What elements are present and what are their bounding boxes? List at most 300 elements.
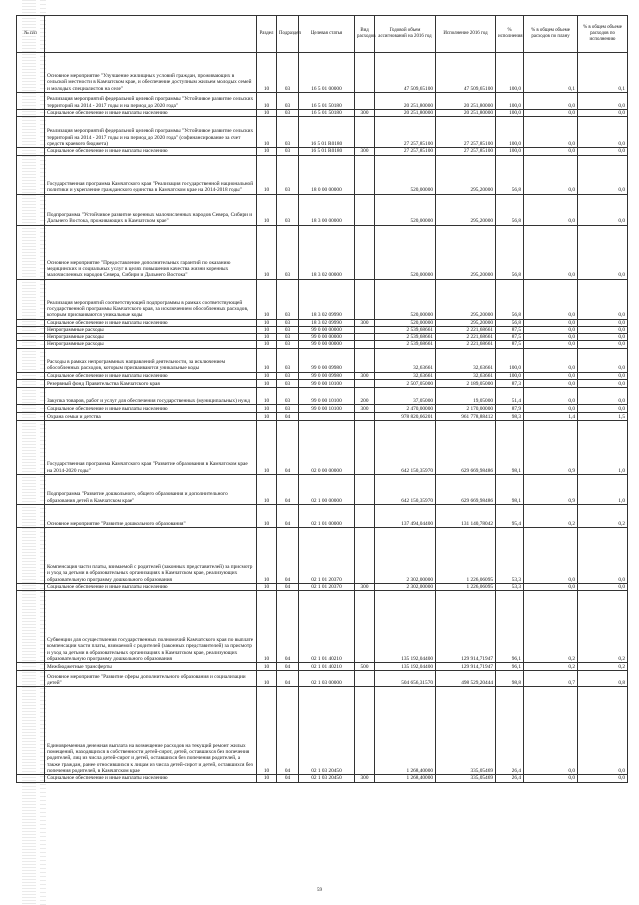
table-row (17, 413, 628, 421)
cell-p1: 0,0 (524, 388, 578, 405)
cell-pct: 56,8 (496, 194, 524, 225)
cell-pct: 53,3 (496, 528, 524, 584)
cell-vid: 300 (355, 405, 375, 413)
cell-num (17, 687, 45, 775)
cell-plan: 1 268,40000 (375, 775, 436, 782)
table-row (17, 194, 628, 225)
cell-sec: 10 (257, 319, 277, 326)
cell-pct: 100,0 (496, 93, 524, 110)
cell-sec: 10 (257, 279, 277, 319)
cell-num (17, 194, 45, 225)
cell-art: 18 3 02 09990 (299, 279, 355, 319)
cell-art: 16 5 01 R0180 (299, 117, 355, 148)
cell-pct: 87,5 (496, 326, 524, 333)
cell-exec: 295,20000 (436, 279, 496, 319)
table-body (17, 53, 628, 783)
cell-p1: 0,0 (524, 348, 578, 372)
cell-exec: 32,63661 (436, 348, 496, 372)
cell-sub: 04 (277, 505, 299, 528)
cell-p1: 0,1 (524, 53, 578, 93)
cell-plan: 2 539,68661 (375, 326, 436, 333)
cell-plan: 32,63661 (375, 372, 436, 379)
cell-sec: 10 (257, 591, 277, 663)
table-row (17, 117, 628, 148)
cell-num (17, 591, 45, 663)
cell-pct: 98,3 (496, 413, 524, 421)
cell-sub: 03 (277, 319, 299, 326)
cell-plan: 1 268,40000 (375, 687, 436, 775)
cell-p2: 0,0 (578, 341, 628, 348)
cell-sub: 03 (277, 388, 299, 405)
cell-sub: 03 (277, 117, 299, 148)
cell-p1: 1,4 (524, 413, 578, 421)
cell-pct: 98,8 (496, 671, 524, 687)
cell-num (17, 405, 45, 413)
cell-art: 02 0 00 00000 (299, 421, 355, 475)
cell-vid (355, 53, 375, 93)
cell-plan: 2 539,68661 (375, 341, 436, 348)
cell-sub: 03 (277, 334, 299, 341)
cell-sec: 10 (257, 505, 277, 528)
cell-p1: 0,0 (524, 155, 578, 194)
cell-p1: 0,9 (524, 421, 578, 475)
cell-p2: 0,0 (578, 348, 628, 372)
table-row (17, 326, 628, 333)
cell-name: Государственная программа Камчатского края "Развитие образования в Камчатском крае на 2014-2020 годы" (45, 421, 257, 475)
cell-art: 02 1 01 40210 (299, 591, 355, 663)
cell-vid: 300 (355, 319, 375, 326)
cell-art: 99 0 00 10100 (299, 380, 355, 388)
cell-sub: 03 (277, 372, 299, 379)
cell-plan: 520,00000 (375, 194, 436, 225)
cell-pct: 53,3 (496, 584, 524, 591)
cell-p1: 0,0 (524, 279, 578, 319)
header-share-exec: % в общем объеме расходов по исполнению (578, 16, 628, 53)
table-row (17, 405, 628, 413)
cell-pct: 26,4 (496, 687, 524, 775)
cell-art: 16 5 01 50180 (299, 110, 355, 117)
cell-exec: 1 226,06095 (436, 584, 496, 591)
cell-p2: 0,0 (578, 388, 628, 405)
cell-p1: 0,0 (524, 334, 578, 341)
cell-name: Основное мероприятие "Предоставление дополнительных гарантий по оказанию медицинских и социальных услуг в целях повышения качества жизни коренных малочисленных народов Севера, Сибири и Дальнего Востока" (45, 225, 257, 279)
cell-sec: 10 (257, 148, 277, 155)
cell-vid: 300 (355, 372, 375, 379)
header-article: Целевая статья (299, 16, 355, 53)
table-header-row (17, 16, 628, 53)
table-row (17, 591, 628, 663)
cell-sec: 10 (257, 334, 277, 341)
cell-p1: 0,0 (524, 687, 578, 775)
cell-exec: 1 226,06095 (436, 528, 496, 584)
table-row (17, 110, 628, 117)
cell-p2: 0,0 (578, 584, 628, 591)
cell-exec: 20 251,80000 (436, 110, 496, 117)
cell-art: 99 0 00 00000 (299, 326, 355, 333)
cell-name: Реализация мероприятий федеральной целевой программы "Устойчивое развитие сельских территорий на 2014 - 2017 годы и на период до 2020 года" (софинансирование за счет средств краевого бюджета) (45, 117, 257, 148)
cell-plan: 642 150,35970 (375, 475, 436, 505)
cell-vid: 200 (355, 388, 375, 405)
cell-sec: 10 (257, 671, 277, 687)
header-section: Раздел (257, 16, 277, 53)
table-row (17, 671, 628, 687)
cell-exec: 20 251,80000 (436, 93, 496, 110)
cell-num (17, 421, 45, 475)
cell-sec: 10 (257, 413, 277, 421)
cell-name: Непрограммные расходы (45, 326, 257, 333)
cell-plan: 978 820,66201 (375, 413, 436, 421)
cell-art: 02 1 01 20370 (299, 528, 355, 584)
cell-art: 16 5 01 R0180 (299, 148, 355, 155)
cell-exec: 27 257,85100 (436, 148, 496, 155)
cell-name: Резервный фонд Правительства Камчатского края (45, 380, 257, 388)
table-row (17, 663, 628, 671)
cell-pct: 100,0 (496, 117, 524, 148)
cell-num (17, 53, 45, 93)
cell-sub: 03 (277, 348, 299, 372)
cell-pct: 56,8 (496, 319, 524, 326)
cell-exec: 2 221,68661 (436, 326, 496, 333)
cell-name: Основное мероприятие "Развитие дошкольного образования" (45, 505, 257, 528)
cell-sec: 10 (257, 53, 277, 93)
cell-sec: 10 (257, 380, 277, 388)
cell-p1: 0,0 (524, 528, 578, 584)
cell-art: 99 0 00 00000 (299, 334, 355, 341)
table-row (17, 319, 628, 326)
cell-sub: 03 (277, 194, 299, 225)
cell-num (17, 155, 45, 194)
cell-p1: 0,0 (524, 326, 578, 333)
cell-name: Основное мероприятие "Улучшение жилищных условий граждан, проживающих в сельской местности в Камчатском крае, и обеспечение доступным жильем молодых семей и молодых специалистов на селе" (45, 53, 257, 93)
cell-p2: 1,5 (578, 413, 628, 421)
cell-exec: 47 509,65100 (436, 53, 496, 93)
cell-num (17, 319, 45, 326)
cell-sec: 10 (257, 388, 277, 405)
cell-sub: 04 (277, 687, 299, 775)
table-row (17, 584, 628, 591)
table-row (17, 475, 628, 505)
cell-p1: 0,0 (524, 110, 578, 117)
header-num: № п/п (17, 16, 45, 53)
cell-num (17, 110, 45, 117)
cell-name: Подпрограмма "Развитие дошкольного, общего образования и дополнительного образования детей в Камчатском крае" (45, 475, 257, 505)
cell-vid (355, 671, 375, 687)
cell-plan: 37,05000 (375, 388, 436, 405)
cell-name: Охрана семьи и детства (45, 413, 257, 421)
cell-p2: 0,2 (578, 663, 628, 671)
cell-num (17, 334, 45, 341)
cell-exec: 131 140,78042 (436, 505, 496, 528)
header-share-plan: % в общем объеме расходов по плану (524, 16, 578, 53)
cell-sub: 03 (277, 93, 299, 110)
cell-sec: 10 (257, 117, 277, 148)
cell-num (17, 93, 45, 110)
cell-p1: 0,0 (524, 341, 578, 348)
cell-num (17, 413, 45, 421)
cell-pct: 100,0 (496, 372, 524, 379)
cell-vid: 300 (355, 110, 375, 117)
cell-sub: 04 (277, 421, 299, 475)
cell-vid (355, 117, 375, 148)
cell-plan: 137 494,04400 (375, 505, 436, 528)
cell-num (17, 528, 45, 584)
table-row (17, 380, 628, 388)
cell-p1: 0,0 (524, 319, 578, 326)
cell-art (299, 413, 355, 421)
cell-sub: 03 (277, 405, 299, 413)
cell-p2: 0,0 (578, 775, 628, 782)
cell-num (17, 326, 45, 333)
cell-num (17, 348, 45, 372)
cell-name: Социальное обеспечение и иные выплаты населению (45, 775, 257, 782)
cell-art: 02 1 03 20450 (299, 687, 355, 775)
cell-p2: 0,0 (578, 319, 628, 326)
cell-art: 18 3 00 00000 (299, 194, 355, 225)
cell-sub: 04 (277, 413, 299, 421)
cell-sec: 10 (257, 528, 277, 584)
cell-sec: 10 (257, 775, 277, 782)
cell-sub: 03 (277, 279, 299, 319)
cell-sec: 10 (257, 93, 277, 110)
cell-p2: 0,0 (578, 405, 628, 413)
cell-sub: 03 (277, 148, 299, 155)
cell-p1: 0,0 (524, 194, 578, 225)
cell-exec: 2 221,68661 (436, 341, 496, 348)
cell-pct: 51,4 (496, 388, 524, 405)
header-plan: Годовой объем ассигнований на 2016 год (375, 16, 436, 53)
cell-num (17, 279, 45, 319)
cell-sec: 10 (257, 372, 277, 379)
cell-sub: 03 (277, 225, 299, 279)
cell-pct: 26,4 (496, 775, 524, 782)
table-row (17, 388, 628, 405)
cell-name: Компенсация части платы, взимаемой с родителей (законных представителей) за присмотр и уход за детьми в образовательных организациях в Камчатском крае, реализующих образовательную программу дошкольного образования (45, 528, 257, 584)
cell-p1: 0,9 (524, 475, 578, 505)
cell-p2: 0,2 (578, 591, 628, 663)
cell-sec: 10 (257, 194, 277, 225)
cell-p1: 0,7 (524, 671, 578, 687)
cell-exec: 629 669,98486 (436, 475, 496, 505)
cell-pct: 100,0 (496, 53, 524, 93)
cell-pct: 56,8 (496, 225, 524, 279)
cell-vid (355, 380, 375, 388)
cell-vid: 500 (355, 663, 375, 671)
cell-exec: 335,05469 (436, 775, 496, 782)
cell-p1: 0,0 (524, 380, 578, 388)
cell-p2: 0,0 (578, 334, 628, 341)
cell-sec: 10 (257, 405, 277, 413)
cell-pct: 96,1 (496, 591, 524, 663)
cell-sec: 10 (257, 663, 277, 671)
cell-p2: 0,0 (578, 110, 628, 117)
cell-name: Социальное обеспечение и иные выплаты населению (45, 110, 257, 117)
cell-num (17, 505, 45, 528)
cell-pct: 98,1 (496, 421, 524, 475)
cell-exec: 335,05469 (436, 687, 496, 775)
cell-art: 99 0 00 09980 (299, 372, 355, 379)
cell-pct: 87,5 (496, 334, 524, 341)
table-row (17, 93, 628, 110)
table-row (17, 775, 628, 782)
cell-exec: 2 170,00000 (436, 405, 496, 413)
cell-vid (355, 326, 375, 333)
cell-p1: 0,0 (524, 775, 578, 782)
cell-sec: 10 (257, 326, 277, 333)
cell-num (17, 225, 45, 279)
cell-art: 16 5 01 00000 (299, 53, 355, 93)
cell-sec: 10 (257, 687, 277, 775)
cell-sub: 04 (277, 671, 299, 687)
cell-vid (355, 194, 375, 225)
cell-name: Непрограммные расходы (45, 341, 257, 348)
cell-p1: 0,0 (524, 405, 578, 413)
cell-vid: 300 (355, 584, 375, 591)
table-row (17, 334, 628, 341)
cell-p2: 0,0 (578, 148, 628, 155)
cell-num (17, 117, 45, 148)
cell-vid (355, 421, 375, 475)
cell-name: Подпрограмма "Устойчивое развитие коренных малочисленных народов Севера, Сибири и Дальнего Востока, проживающих в Камчатском крае" (45, 194, 257, 225)
cell-sec: 10 (257, 475, 277, 505)
cell-plan: 2 507,05000 (375, 380, 436, 388)
cell-p2: 0,0 (578, 279, 628, 319)
cell-sec: 10 (257, 110, 277, 117)
budget-table (16, 15, 628, 783)
cell-p2: 0,0 (578, 93, 628, 110)
cell-vid (355, 348, 375, 372)
cell-sub: 03 (277, 53, 299, 93)
cell-pct: 100,0 (496, 348, 524, 372)
cell-num (17, 388, 45, 405)
cell-plan: 32,63661 (375, 348, 436, 372)
cell-num (17, 671, 45, 687)
cell-pct: 95,4 (496, 505, 524, 528)
cell-pct: 87,3 (496, 380, 524, 388)
cell-name: Расходы в рамках непрограммных направлений деятельности, за исключением обособленных расходов, которым присваиваются уникальные коды (45, 348, 257, 372)
header-name (45, 16, 257, 53)
cell-pct: 100,0 (496, 148, 524, 155)
cell-num (17, 372, 45, 379)
cell-vid (355, 528, 375, 584)
cell-sub: 04 (277, 475, 299, 505)
cell-pct: 100,0 (496, 110, 524, 117)
cell-vid (355, 687, 375, 775)
cell-p2: 0,0 (578, 372, 628, 379)
cell-sub: 03 (277, 380, 299, 388)
cell-sec: 10 (257, 348, 277, 372)
cell-plan: 2 302,00000 (375, 584, 436, 591)
cell-pct: 87,9 (496, 405, 524, 413)
cell-plan: 520,00000 (375, 319, 436, 326)
cell-p1: 0,0 (524, 93, 578, 110)
cell-pct: 98,1 (496, 475, 524, 505)
cell-p1: 0,0 (524, 372, 578, 379)
cell-p2: 0,0 (578, 687, 628, 775)
table-row (17, 279, 628, 319)
cell-art: 18 3 02 09990 (299, 319, 355, 326)
page-number: 59 (317, 888, 322, 893)
cell-art: 16 5 01 50180 (299, 93, 355, 110)
cell-art: 99 0 00 10100 (299, 405, 355, 413)
cell-sub: 03 (277, 341, 299, 348)
cell-p1: 0,0 (524, 584, 578, 591)
cell-art: 02 1 01 20370 (299, 584, 355, 591)
cell-name: Социальное обеспечение и иные выплаты населению (45, 405, 257, 413)
cell-name: Межбюджетные трансферты (45, 663, 257, 671)
cell-exec: 629 669,98486 (436, 421, 496, 475)
cell-sec: 10 (257, 225, 277, 279)
cell-sub: 04 (277, 663, 299, 671)
cell-sec: 10 (257, 421, 277, 475)
cell-exec: 295,20000 (436, 194, 496, 225)
cell-num (17, 341, 45, 348)
cell-plan: 20 251,80000 (375, 93, 436, 110)
cell-vid (355, 225, 375, 279)
cell-name: Реализация мероприятий федеральной целевой программы "Устойчивое развитие сельских территорий на 2014 - 2017 годы и на период до 2020 года" (45, 93, 257, 110)
cell-name: Социальное обеспечение и иные выплаты населению (45, 372, 257, 379)
cell-name: Реализация мероприятий соответствующей подпрограммы в рамках соответствующей государственной программы Камчатского края, за исключением обособленных расходов, которым присваиваются уникальные коды (45, 279, 257, 319)
cell-plan: 20 251,80000 (375, 110, 436, 117)
cell-art: 99 0 00 00000 (299, 341, 355, 348)
cell-plan: 135 192,04400 (375, 663, 436, 671)
header-subsection: Подраздел (277, 16, 299, 53)
cell-p1: 0,0 (524, 225, 578, 279)
cell-art: 99 0 00 09980 (299, 348, 355, 372)
cell-plan: 47 509,65100 (375, 53, 436, 93)
cell-vid: 300 (355, 148, 375, 155)
cell-p1: 0,2 (524, 505, 578, 528)
cell-vid (355, 341, 375, 348)
cell-vid (355, 279, 375, 319)
cell-art: 18 0 00 00000 (299, 155, 355, 194)
cell-exec: 2 221,68661 (436, 334, 496, 341)
cell-exec: 32,63661 (436, 372, 496, 379)
table-row (17, 348, 628, 372)
cell-exec: 129 914,71947 (436, 591, 496, 663)
cell-p2: 0,8 (578, 671, 628, 687)
cell-art: 02 1 00 00000 (299, 475, 355, 505)
cell-p2: 0,0 (578, 528, 628, 584)
cell-num (17, 475, 45, 505)
cell-name: Основное мероприятие "Развитие сферы дополнительного образования и социализации детей" (45, 671, 257, 687)
cell-vid (355, 505, 375, 528)
cell-exec: 498 529,20444 (436, 671, 496, 687)
cell-name: Социальное обеспечение и иные выплаты населению (45, 148, 257, 155)
cell-art: 02 1 01 40210 (299, 663, 355, 671)
cell-p2: 1,0 (578, 421, 628, 475)
cell-exec: 27 257,85100 (436, 117, 496, 148)
table-row (17, 53, 628, 93)
cell-pct: 96,1 (496, 663, 524, 671)
cell-vid (355, 155, 375, 194)
cell-pct: 56,8 (496, 279, 524, 319)
cell-num (17, 775, 45, 782)
cell-pct: 56,8 (496, 155, 524, 194)
cell-p1: 0,2 (524, 591, 578, 663)
cell-exec: 295,20000 (436, 225, 496, 279)
cell-art: 02 1 03 00000 (299, 671, 355, 687)
cell-p2: 0,0 (578, 155, 628, 194)
cell-p2: 0,0 (578, 194, 628, 225)
cell-exec: 19,05000 (436, 388, 496, 405)
cell-plan: 520,00000 (375, 225, 436, 279)
cell-plan: 2 470,00000 (375, 405, 436, 413)
cell-name: Единовременная денежная выплата на возмещение расходов на текущий ремонт жилых помещений, находящихся в собственности детей-сирот, детей, оставшихся без попечения родителей, лиц из числа детей-сирот и детей, оставшихся без попечения родителей, а также граждан, ранее относившихся к лицам из числа детей-сирот и детей, оставшихся без попечения родителей, в Камчатском крае (45, 687, 257, 775)
table-row (17, 528, 628, 584)
cell-exec: 961 778,88412 (436, 413, 496, 421)
cell-vid (355, 413, 375, 421)
cell-name: Социальное обеспечение и иные выплаты населению (45, 319, 257, 326)
